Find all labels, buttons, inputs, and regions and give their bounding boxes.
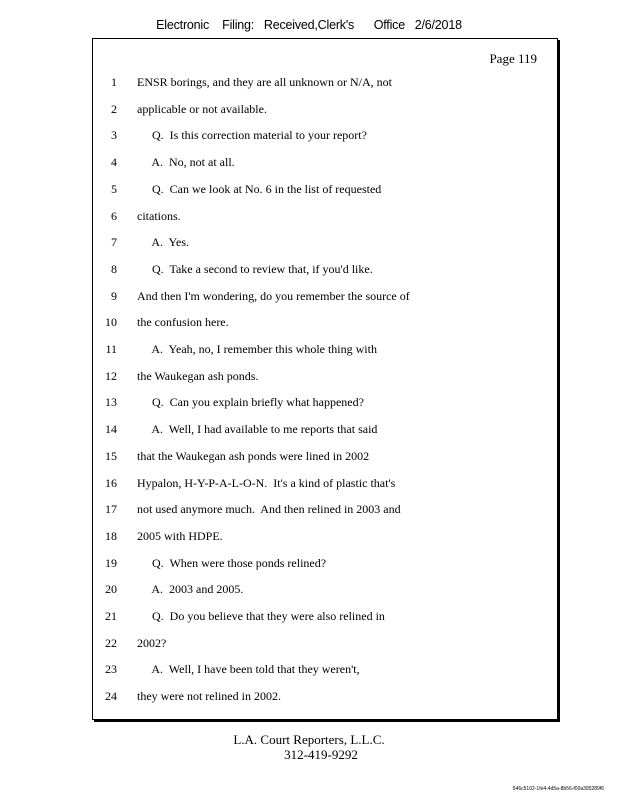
line-text: A. No, not at all. [137, 155, 235, 170]
transcript-line [93, 180, 557, 198]
transcript-line [93, 474, 557, 492]
line-number: 15 [105, 448, 117, 463]
line-text: Q. Can you explain briefly what happened? [137, 395, 364, 410]
line-number: 5 [111, 181, 117, 196]
transcript-line [93, 580, 557, 598]
line-number: 2 [111, 101, 117, 116]
line-number: 23 [105, 662, 117, 677]
line-number: 19 [105, 555, 117, 570]
line-text: 2005 with HDPE. [137, 528, 223, 543]
transcript-line [93, 153, 557, 171]
footer-phone: 312-419-9292 [284, 747, 358, 762]
document-id: 546c5102-1fe4-4d5a-8b56-f00a395289f6 [512, 786, 604, 792]
transcript-line [93, 607, 557, 625]
transcript-line [93, 340, 557, 358]
line-text: Q. Do you believe that they were also relined in [137, 609, 385, 623]
transcript-line [93, 260, 557, 278]
line-text: the Waukegan ash ponds. [137, 368, 259, 383]
line-number: 14 [105, 422, 117, 437]
line-text: the confusion here. [137, 315, 229, 330]
line-number: 7 [111, 235, 117, 250]
transcript-line [93, 687, 557, 705]
line-number: 8 [111, 261, 117, 276]
line-text: And then I'm wondering, do you remember the source of [137, 288, 410, 303]
line-text: Q. Can we look at No. 6 in the list of requested [137, 181, 382, 196]
line-text: A. Well, I have been told that they weren't, [137, 662, 360, 677]
line-text: Q. Is this correction material to your report? [137, 128, 367, 143]
line-text: citations. [137, 208, 181, 223]
line-number: 18 [105, 528, 117, 543]
footer-phone-wrap [0, 747, 618, 763]
line-number: 12 [105, 368, 117, 383]
line-text: ENSR borings, and they are all unknown or N/A, not [137, 75, 392, 89]
transcript-line [93, 527, 557, 545]
footer-company: L.A. Court Reporters, L.L.C. [233, 732, 385, 747]
line-text: that the Waukegan ash ponds were lined in 2002 [137, 448, 370, 463]
line-text: A. Well, I had available to me reports that said [137, 422, 378, 437]
line-number: 24 [105, 689, 117, 704]
transcript-line [93, 207, 557, 225]
filing-header: Electronic Filing: Received,Clerk's Office 2/6/2018 [156, 18, 462, 32]
transcript-line [93, 73, 557, 91]
line-number: 21 [105, 609, 117, 623]
transcript-line [93, 100, 557, 118]
transcript-line [93, 233, 557, 251]
line-number: 17 [105, 502, 117, 517]
transcript-line [93, 393, 557, 411]
line-number: 22 [105, 635, 117, 650]
transcript-line [93, 420, 557, 438]
line-number: 16 [105, 475, 117, 490]
page-number: Page 119 [489, 51, 537, 66]
transcript-line [93, 554, 557, 572]
line-text: not used anymore much. And then relined in 2003 and [137, 502, 401, 517]
line-text: Hypalon, H-Y-P-A-L-O-N. It's a kind of plastic that's [137, 475, 396, 490]
transcript-line [93, 634, 557, 652]
line-number: 11 [105, 342, 117, 356]
line-number: 3 [111, 128, 117, 143]
transcript-line [93, 313, 557, 331]
line-number: 4 [111, 155, 117, 170]
line-number: 6 [111, 208, 117, 223]
line-text: Q. Take a second to review that, if you'd like. [137, 261, 373, 276]
line-text: A. Yeah, no, I remember this whole thing with [137, 342, 377, 356]
line-number: 20 [105, 582, 117, 597]
line-text: they were not relined in 2002. [137, 689, 281, 704]
line-number: 13 [105, 395, 117, 410]
line-number: 1 [111, 75, 117, 89]
transcript-line [93, 126, 557, 144]
line-text: A. 2003 and 2005. [137, 582, 244, 597]
line-text: A. Yes. [137, 235, 190, 250]
line-text: Q. When were those ponds relined? [137, 555, 327, 570]
transcript-line [93, 660, 557, 678]
transcript-line [93, 447, 557, 465]
transcript-line [93, 500, 557, 518]
line-number: 9 [111, 288, 117, 303]
transcript-line [93, 287, 557, 305]
line-text: applicable or not available. [137, 101, 267, 116]
line-number: 10 [105, 315, 117, 330]
transcript-page [92, 38, 558, 720]
line-text: 2002? [137, 635, 167, 650]
transcript-line [93, 367, 557, 385]
